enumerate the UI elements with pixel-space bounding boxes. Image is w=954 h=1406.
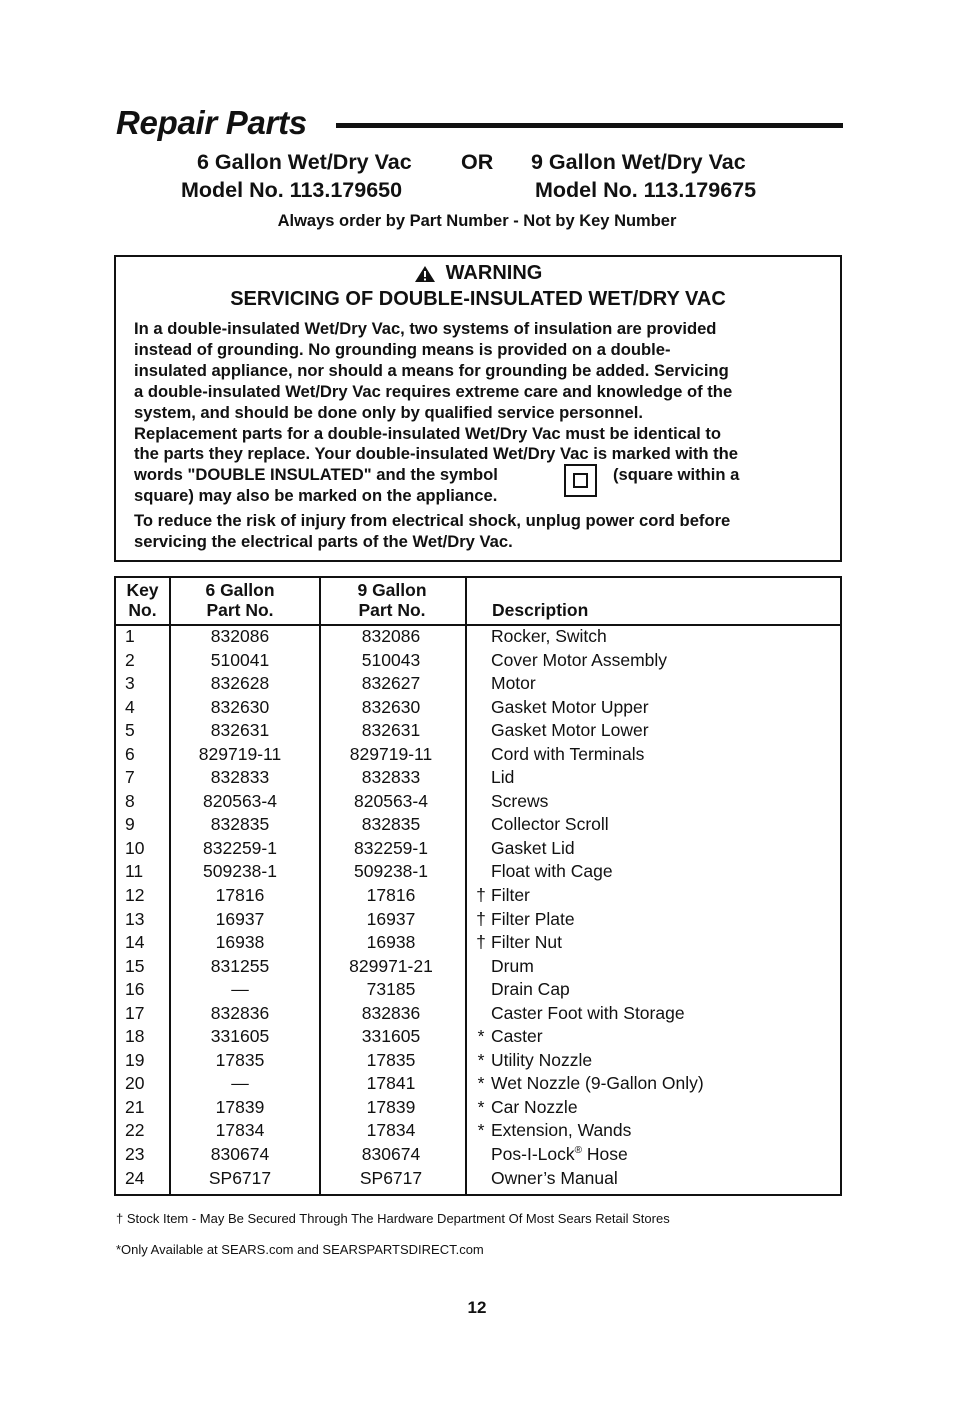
part-9-gallon-cell: 832836 <box>361 1002 421 1023</box>
part-6-gallon-cell: 17834 <box>215 1120 265 1141</box>
description-cell: Motor <box>491 673 536 694</box>
part-6-gallon-cell: SP6717 <box>208 1167 272 1188</box>
key-cell: 8 <box>125 790 135 811</box>
part-6-gallon-cell: 832631 <box>210 720 270 741</box>
key-cell: 23 <box>125 1144 145 1165</box>
part-9-gallon-cell: 16938 <box>366 932 416 953</box>
key-cell: 4 <box>125 696 135 717</box>
description-cell: Filter Plate <box>491 908 575 929</box>
table-row <box>116 743 840 767</box>
model-a-number: Model No. 113.179650 <box>181 178 403 202</box>
part-9-gallon-cell: 830674 <box>361 1144 421 1165</box>
description-cell: Filter Nut <box>491 932 562 953</box>
key-cell: 1 <box>125 626 135 646</box>
part-9-gallon-cell: SP6717 <box>359 1167 423 1188</box>
table-row <box>116 884 840 908</box>
part-9-gallon-cell: 832833 <box>361 767 421 788</box>
key-cell: 6 <box>125 743 135 764</box>
key-cell: 11 <box>125 861 144 882</box>
part-9-gallon-cell: 832086 <box>361 626 421 646</box>
or-label: OR <box>461 150 494 174</box>
part-6-gallon-cell: 17839 <box>215 1096 265 1117</box>
description-cell: Gasket Lid <box>491 837 575 858</box>
warning-heading <box>116 262 840 285</box>
description-cell: Float with Cage <box>491 861 613 882</box>
warning-line: servicing the electrical parts of the Wet/Dry Vac. <box>134 532 513 552</box>
table-row <box>116 813 840 837</box>
part-9-gallon-cell: 16937 <box>366 908 416 929</box>
key-cell: 20 <box>125 1073 145 1094</box>
part-9-gallon-cell: 17841 <box>366 1073 416 1094</box>
table-row <box>116 1025 840 1049</box>
part-6-gallon-cell: 832833 <box>210 767 270 788</box>
table-row <box>116 1049 840 1073</box>
part-9-gallon-cell: 832630 <box>361 696 421 717</box>
part-6-gallon-cell: 16937 <box>215 908 265 929</box>
table-row <box>116 1002 840 1026</box>
warning-line: square) may also be marked on the appliance. <box>134 486 498 506</box>
key-cell: 14 <box>125 932 145 953</box>
part-6-gallon-cell: 510041 <box>210 649 270 670</box>
part-9-gallon-cell: 829971-21 <box>349 955 433 976</box>
warning-subheading: SERVICING OF DOUBLE-INSULATED WET/DRY VAC <box>230 288 726 310</box>
part-9-gallon-cell: 829719-11 <box>349 743 433 764</box>
warning-line: the parts they replace. Your double-insulated Wet/Dry Vac is marked with the <box>134 444 738 464</box>
part-6-gallon-cell: 832259-1 <box>203 837 277 858</box>
description-cell: Collector Scroll <box>491 814 609 835</box>
part-6-gallon-cell: 331605 <box>210 1026 270 1047</box>
part-6-gallon-cell: 509238-1 <box>203 861 277 882</box>
description-cell: Drum <box>491 955 534 976</box>
header-text: Part No. <box>358 600 426 620</box>
warning-line: a double-insulated Wet/Dry Vac requires extreme care and knowledge of the <box>134 381 733 401</box>
warning-line-part: (square within a <box>613 465 740 485</box>
description-cell: Wet Nozzle (9-Gallon Only) <box>491 1073 704 1094</box>
part-9-gallon-cell: 73185 <box>366 979 416 1000</box>
key-cell: 21 <box>125 1096 145 1117</box>
key-cell: 7 <box>125 767 135 788</box>
key-cell: 17 <box>125 1002 145 1023</box>
model-a-name: 6 Gallon Wet/Dry Vac <box>197 150 412 174</box>
part-6-gallon-cell: — <box>231 1073 249 1094</box>
header-description: Description <box>492 600 589 620</box>
table-row <box>116 1167 840 1191</box>
warning-line: insulated appliance, nor should a means for grounding be added. Servicing <box>134 360 729 380</box>
description-text: Pos-I-Lock <box>491 1144 575 1165</box>
warning-body <box>134 319 824 553</box>
part-9-gallon-cell: 832627 <box>361 673 421 694</box>
table-row <box>116 672 840 696</box>
part-9-gallon-cell: 17816 <box>366 885 416 906</box>
header-9-gallon <box>321 580 463 620</box>
description-cell: Drain Cap <box>491 979 570 1000</box>
part-9-gallon-cell: 331605 <box>361 1026 421 1047</box>
availability-mark: * <box>477 1096 485 1117</box>
description-cell <box>491 1143 628 1167</box>
footnote-stock: † Stock Item - May Be Secured Through The Hardware Department Of Most Sears Retail Stores <box>116 1211 670 1226</box>
registered-mark: ® <box>574 1145 583 1157</box>
availability-mark: * <box>477 1026 485 1047</box>
description-cell: Rocker, Switch <box>491 626 607 646</box>
page-number: 12 <box>467 1298 487 1317</box>
warning-paragraph <box>134 319 824 507</box>
warning-line: To reduce the risk of injury from electrical shock, unplug power cord before <box>134 511 731 531</box>
warning-line-part: words "DOUBLE INSULATED" and the symbol <box>134 465 498 485</box>
warning-line: Replacement parts for a double-insulated Wet/Dry Vac must be identical to <box>134 423 722 443</box>
description-cell: Gasket Motor Upper <box>491 696 649 717</box>
part-6-gallon-cell: 832630 <box>210 696 270 717</box>
key-cell: 12 <box>125 885 145 906</box>
table-row <box>116 649 840 673</box>
warning-line: system, and should be done only by qualified service personnel. <box>134 402 644 422</box>
table-row <box>116 837 840 861</box>
warning-paragraph <box>134 511 824 553</box>
part-6-gallon-cell: 820563-4 <box>203 790 277 811</box>
part-6-gallon-cell: — <box>231 979 249 1000</box>
part-6-gallon-cell: 830674 <box>210 1144 270 1165</box>
availability-mark: † <box>476 885 486 906</box>
description-cell: Screws <box>491 790 549 811</box>
description-cell: Gasket Motor Lower <box>491 720 649 741</box>
warning-line <box>134 465 824 486</box>
part-9-gallon-cell: 832631 <box>361 720 421 741</box>
part-6-gallon-cell: 829719-11 <box>198 743 282 764</box>
description-cell: Extension, Wands <box>491 1120 632 1141</box>
table-row <box>116 1096 840 1120</box>
part-6-gallon-cell: 832836 <box>210 1002 270 1023</box>
availability-mark: * <box>477 1073 485 1094</box>
table-row <box>116 625 840 649</box>
part-6-gallon-cell: 832628 <box>210 673 270 694</box>
footnote-online: *Only Available at SEARS.com and SEARSPARTSDIRECT.com <box>116 1242 484 1257</box>
order-note: Always order by Part Number - Not by Key Number <box>277 212 677 230</box>
title-rule <box>336 123 843 128</box>
model-b-number: Model No. 113.179675 <box>535 178 757 202</box>
availability-mark: † <box>476 908 486 929</box>
part-6-gallon-cell: 16938 <box>215 932 265 953</box>
page-title: Repair Parts <box>116 104 307 141</box>
key-cell: 16 <box>125 979 145 1000</box>
key-cell: 24 <box>125 1167 145 1188</box>
header-text: 9 Gallon <box>357 580 427 600</box>
key-cell: 5 <box>125 720 135 741</box>
part-6-gallon-cell: 832086 <box>210 626 270 646</box>
part-9-gallon-cell: 509238-1 <box>354 861 428 882</box>
table-row <box>116 955 840 979</box>
description-cell: Cord with Terminals <box>491 743 645 764</box>
part-6-gallon-cell: 17816 <box>215 885 265 906</box>
description-cell: Utility Nozzle <box>491 1049 593 1070</box>
description-text: Hose <box>582 1144 628 1165</box>
key-cell: 13 <box>125 908 145 929</box>
availability-mark: * <box>477 1049 485 1070</box>
table-body <box>116 625 840 1190</box>
part-9-gallon-cell: 820563-4 <box>354 790 428 811</box>
key-cell: 10 <box>125 837 145 858</box>
description-cell: Cover Motor Assembly <box>491 649 668 670</box>
description-cell: Filter <box>491 885 530 906</box>
table-row <box>116 1072 840 1096</box>
part-9-gallon-cell: 510043 <box>361 649 421 670</box>
double-insulated-symbol-icon <box>564 464 597 497</box>
header-text: Key <box>126 580 159 600</box>
part-9-gallon-cell: 832835 <box>361 814 421 835</box>
description-cell: Car Nozzle <box>491 1096 578 1117</box>
table-row <box>116 766 840 790</box>
key-cell: 15 <box>125 955 145 976</box>
key-cell: 22 <box>125 1120 145 1141</box>
table-row <box>116 860 840 884</box>
table-row <box>116 1119 840 1143</box>
table-row <box>116 719 840 743</box>
description-cell: Owner’s Manual <box>491 1167 618 1188</box>
key-cell: 18 <box>125 1026 145 1047</box>
table-row <box>116 908 840 932</box>
part-6-gallon-cell: 832835 <box>210 814 270 835</box>
warning-line: instead of grounding. No grounding means is provided on a double- <box>134 339 671 359</box>
warning-triangle-icon <box>414 265 436 283</box>
warning-box <box>114 255 842 562</box>
description-cell: Caster <box>491 1026 543 1047</box>
key-cell: 19 <box>125 1049 145 1070</box>
header-key <box>116 580 169 620</box>
availability-mark: † <box>476 932 486 953</box>
warning-line: In a double-insulated Wet/Dry Vac, two systems of insulation are provided <box>134 319 717 338</box>
key-cell: 9 <box>125 814 135 835</box>
key-cell: 3 <box>125 673 135 694</box>
part-6-gallon-cell: 831255 <box>210 955 270 976</box>
header-text: No. <box>128 600 157 620</box>
key-cell: 2 <box>125 649 135 670</box>
part-9-gallon-cell: 17839 <box>366 1096 416 1117</box>
header-text: Part No. <box>206 600 274 620</box>
availability-mark: * <box>477 1120 485 1141</box>
description-cell: Caster Foot with Storage <box>491 1002 685 1023</box>
part-6-gallon-cell: 17835 <box>215 1049 265 1070</box>
description-cell: Lid <box>491 767 515 788</box>
part-9-gallon-cell: 17834 <box>366 1120 416 1141</box>
table-row <box>116 1143 840 1167</box>
warning-heading-text: WARNING <box>445 262 543 284</box>
part-9-gallon-cell: 832259-1 <box>354 837 428 858</box>
header-6-gallon <box>171 580 309 620</box>
parts-table <box>114 576 842 1196</box>
table-row <box>116 931 840 955</box>
table-row <box>116 978 840 1002</box>
table-row <box>116 696 840 720</box>
part-9-gallon-cell: 17835 <box>366 1049 416 1070</box>
table-row <box>116 790 840 814</box>
header-text: 6 Gallon <box>205 580 275 600</box>
model-b-name: 9 Gallon Wet/Dry Vac <box>531 150 746 174</box>
